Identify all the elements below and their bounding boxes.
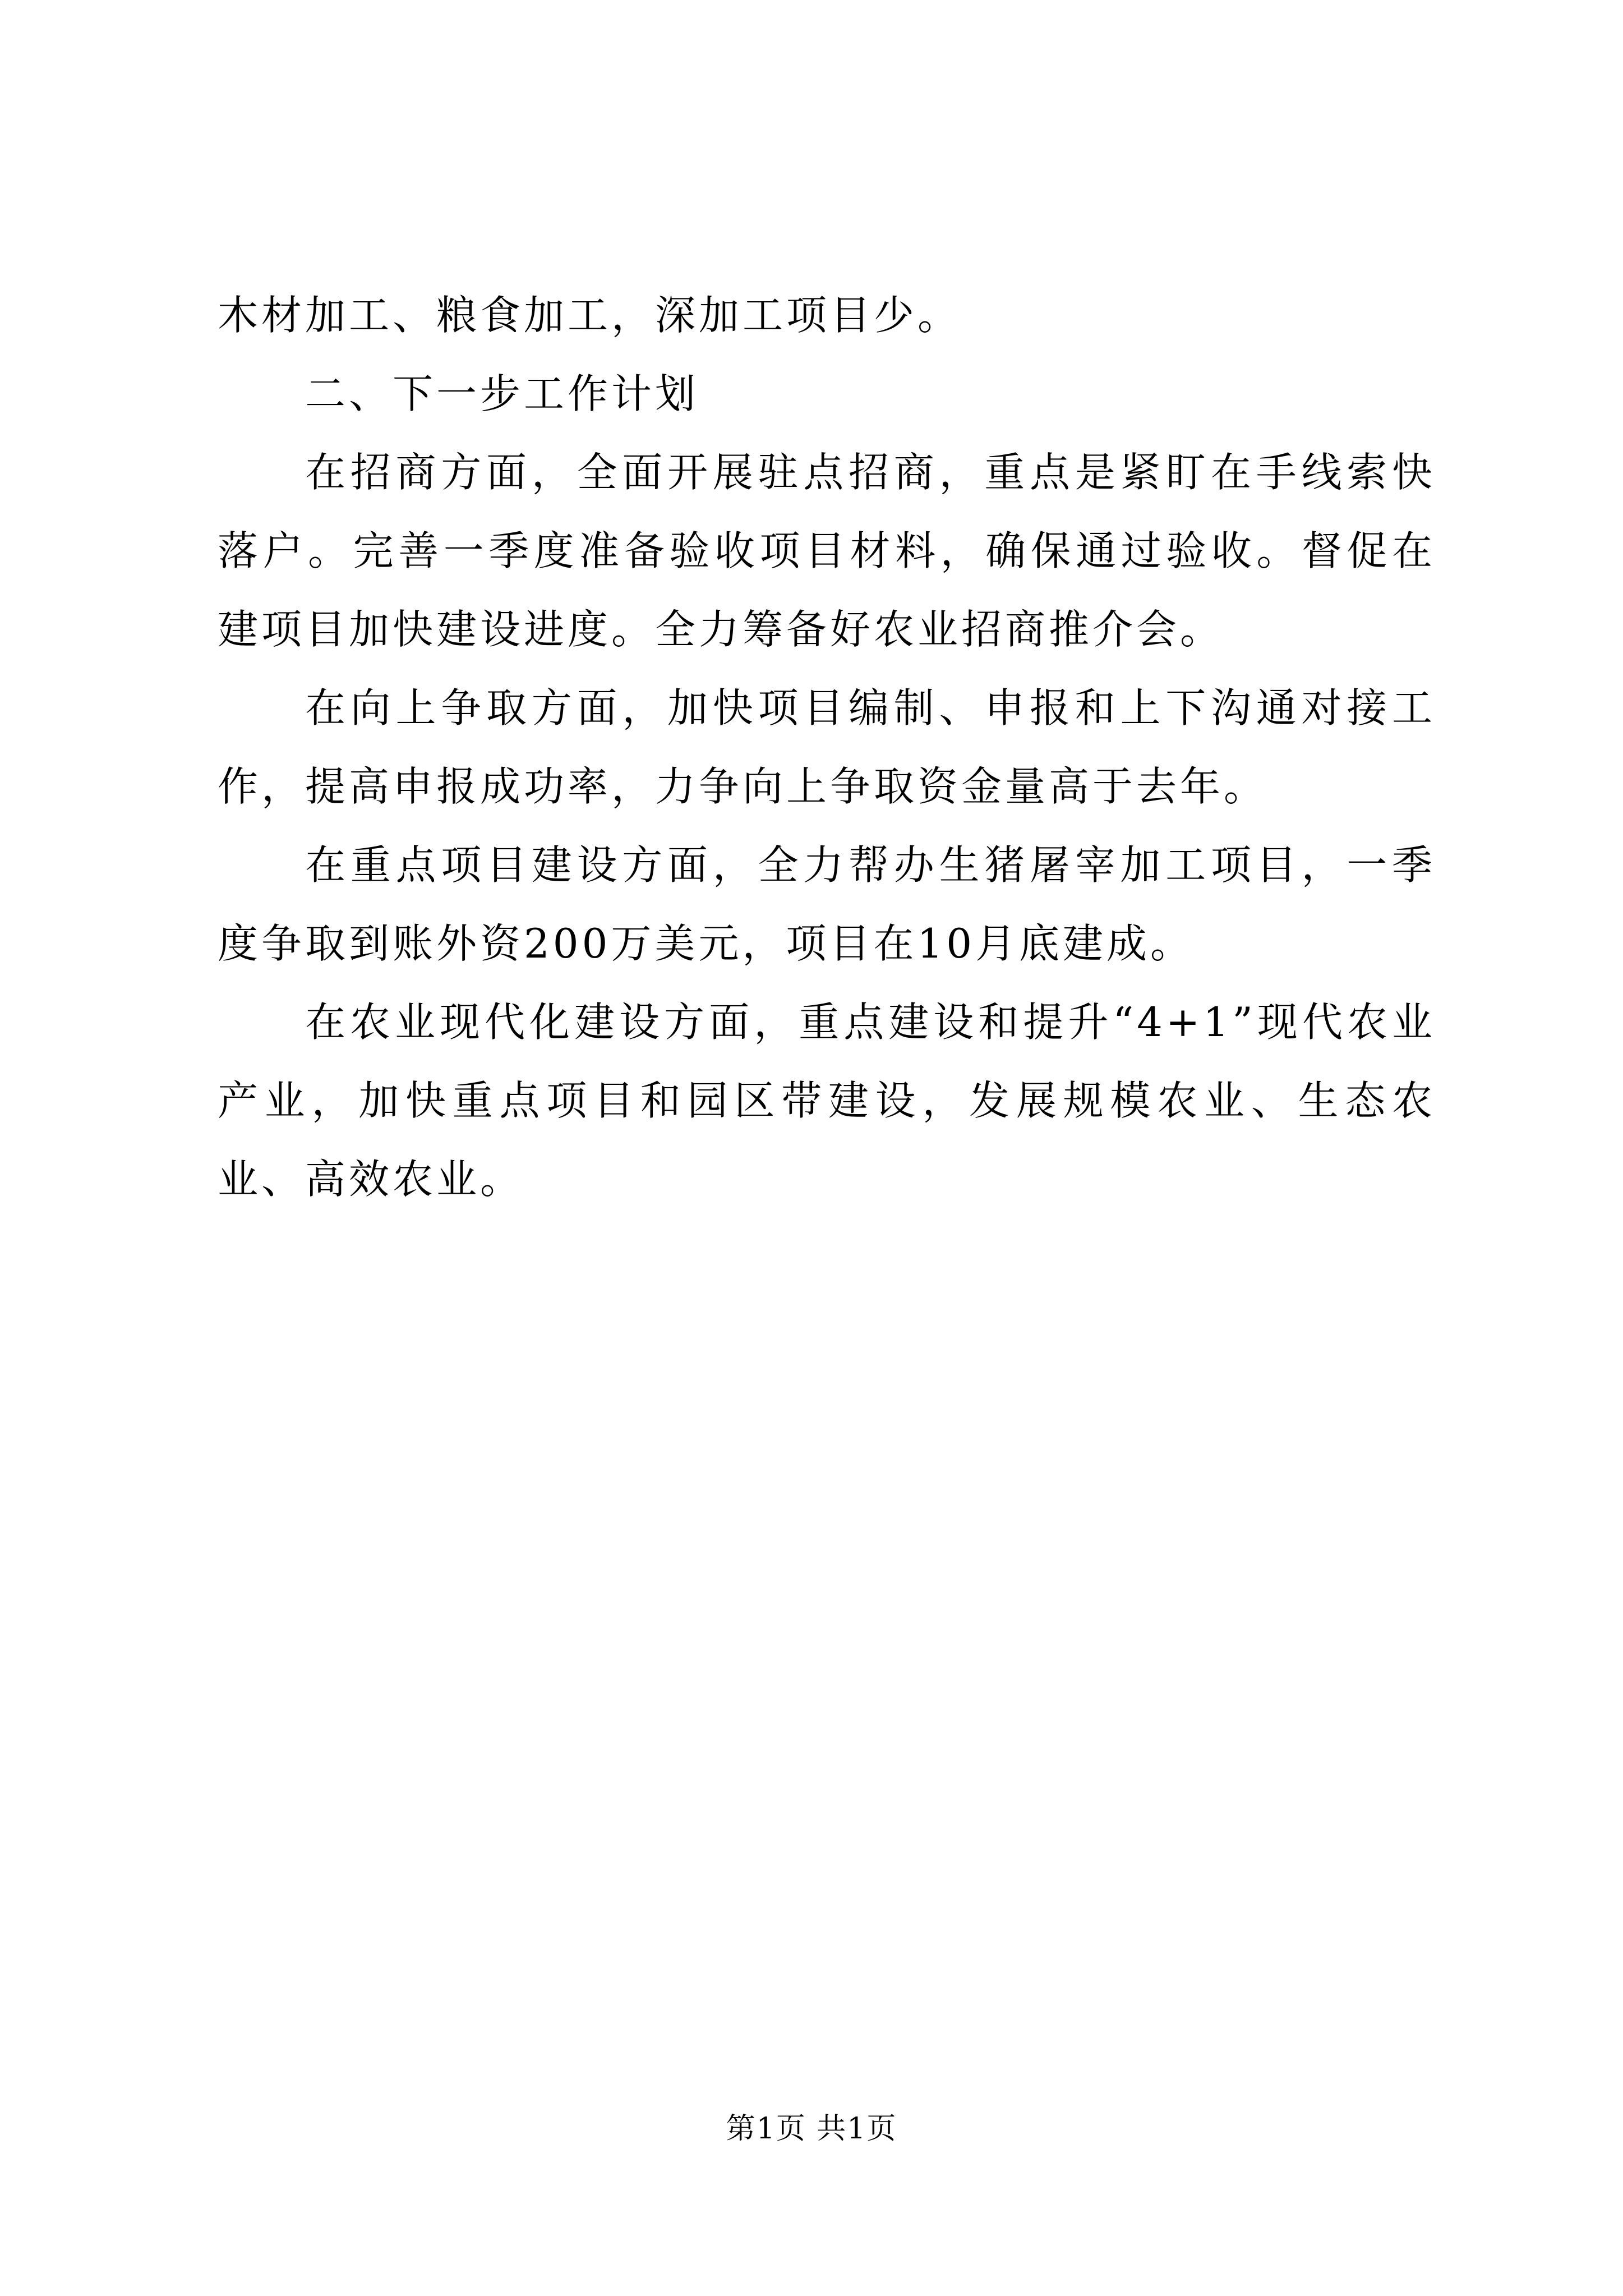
document-body [218, 276, 1436, 1218]
section-heading: 二、下一步工作计划 [305, 370, 699, 417]
paragraph-funding: 在向上争取方面，加快项目编制、申报和上下沟通对接工作，提高申报成功率，力争向上争取资金量高于去年。 [218, 684, 1436, 810]
paragraph-key-projects: 在重点项目建设方面，全力帮办生猪屠宰加工项目，一季度争取到账外资200万美元，项目在10月底建成。 [218, 841, 1436, 967]
page-footer: 第1页 共1页 [726, 2112, 897, 2146]
paragraph-agriculture: 在农业现代化建设方面，重点建设和提升“4+1”现代农业产业，加快重点项目和园区带建设，发展规模农业、生态农业、高效农业。 [218, 999, 1436, 1203]
paragraph-investment: 在招商方面，全面开展驻点招商，重点是紧盯在手线索快落户。完善一季度准备验收项目材料，确保通过验收。督促在建项目加快建设进度。全力筹备好农业招商推介会。 [218, 449, 1436, 653]
paragraph-continuation: 木材加工、粮食加工，深加工项目少。 [218, 292, 962, 339]
